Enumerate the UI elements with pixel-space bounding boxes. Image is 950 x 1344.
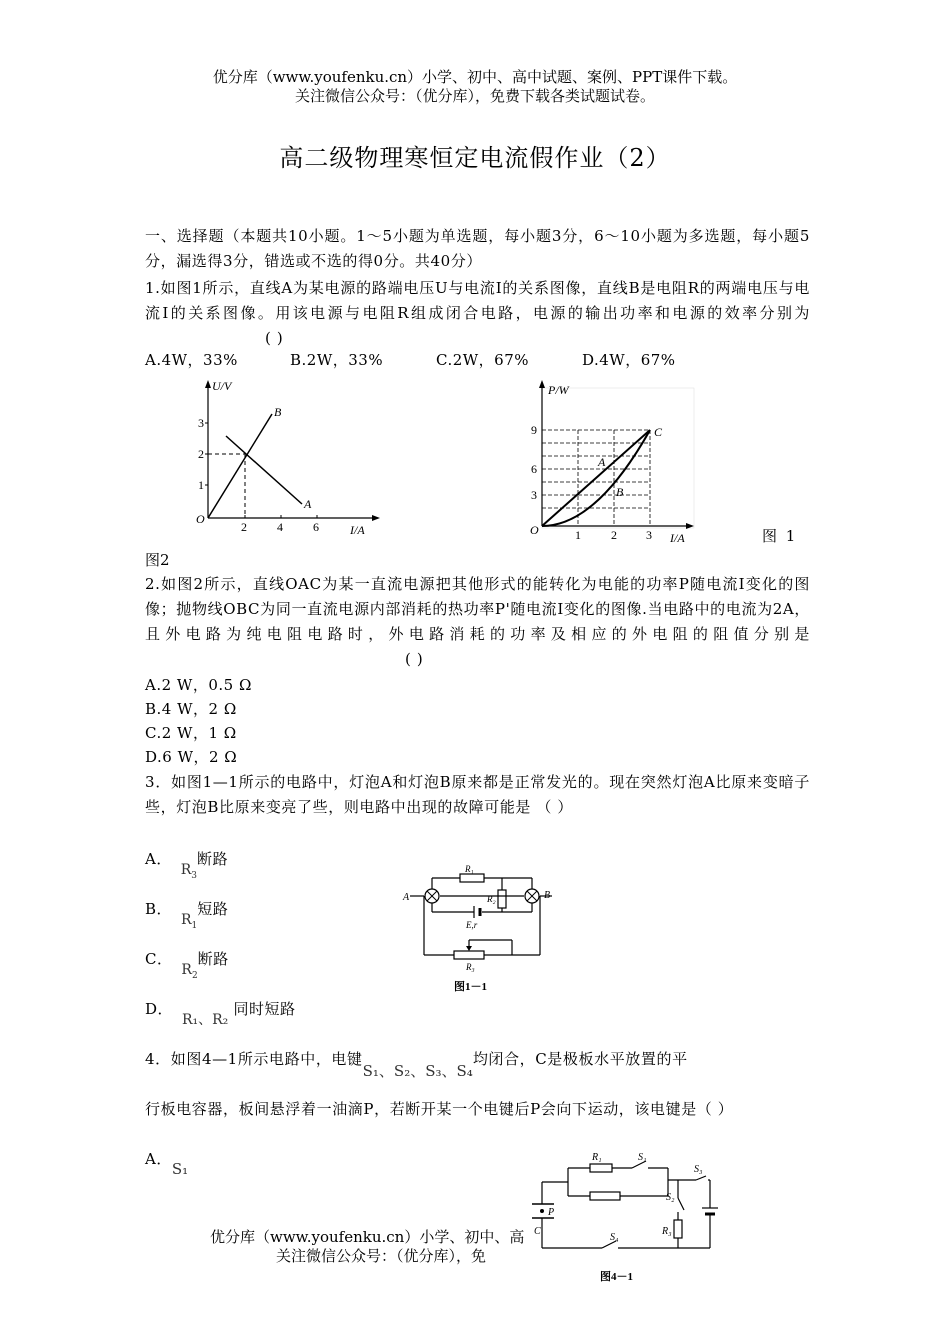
svg-text:S₂: S₂ [666,1192,675,1203]
x-tick: 1 [575,528,581,542]
question-1-text: 1.如图1所示，直线A为某电源的路端电压U与电流I的关系图像，直线B是电阻R的两端电压与电流I的关系图像。用该电源与电阻R组成闭合电路，电源的输出功率和电源的效率分别为( ) [145,279,810,347]
point-c-label: C [654,425,663,439]
x-tick: 4 [277,520,283,534]
page-title: 高二级物理寒恒定电流假作业（2） [279,144,671,172]
question-2-text: 2.如图2所示，直线OAC为某一直流电源把其他形式的能转化为电能的功率P随电流I变化的图像；抛物线OBC为同一直流电源内部消耗的热功率P'随电流I变化的图像.当电路中的电流为2A，且外电路为纯电阻电路时，外电路消耗的功率及相应的外电阻的阻值分别是( ) [145,575,810,668]
q1-option-c: C.2W，67% [436,351,530,369]
curve-a-label: A [598,455,606,469]
y-tick: 2 [198,447,204,461]
line-b [208,414,272,518]
lamp-a-icon [425,889,439,903]
svg-text:S₄: S₄ [610,1232,619,1243]
svg-text:S₁: S₁ [638,1152,647,1163]
figure-2-caption: 图2 [145,551,170,569]
q2-option-a: A.2 W，0.5 Ω [145,676,252,694]
figure-4-1-circuit [528,1148,728,1286]
y-tick: 1 [198,478,204,492]
q3-option-a: A． $R_3$断路 [145,850,229,881]
q1-option-a: A.4W，33% [145,351,238,369]
x-tick: 2 [241,520,247,534]
line-b-label: B [274,405,282,419]
q1-option-d: D.4W，67% [582,351,676,369]
x-axis-label: I/A [350,523,365,537]
header-line-2: 关注微信公众号：（优分库），免费下载各类试题试卷。 [294,87,655,105]
y-axis-label: P/W [548,383,569,397]
svg-text:E,r: E,r [466,920,478,930]
svg-text:R₃: R₃ [662,1226,672,1237]
y-tick: 6 [531,462,537,476]
q2-option-b: B.4 W，2 Ω [145,700,237,718]
y-axis-label: U/V [212,379,232,393]
q2-option-d: D.6 W，2 Ω [145,748,238,766]
svg-text:R₃: R₃ [466,962,475,972]
origin-label: O [530,523,539,537]
question-4-text-line-1: 4．如图4—1所示电路中，电键S₁、S₂、S₃、S₄均闭合，C是极板水平放置的平 [145,1050,688,1080]
y-tick: 9 [531,423,537,437]
question-3-text: 3．如图1—1所示的电路中，灯泡A和灯泡B原来都是正常发光的。现在突然灯泡A比原来变暗子些，灯泡B比原来变亮了些，则电路中出现的故障可能是 （ ） [145,773,810,816]
line-a-label: A [304,497,312,511]
figure-1-ui-graph [190,378,380,538]
svg-text:S₃: S₃ [694,1164,703,1175]
lamp-b-icon [525,889,539,903]
y-tick: 3 [531,488,537,502]
q2-option-c: C.2 W，1 Ω [145,724,237,742]
svg-text:C: C [534,1226,541,1237]
question-4-text-line-2: 行板电容器，板间悬浮着一油滴P，若断开某一个电键后P会向下运动，该电键是（ ） [145,1100,734,1118]
svg-text:R₁: R₁ [592,1152,602,1163]
footer-line-1: 优分库（www.youfenku.cn）小学、初中、高 [210,1228,525,1246]
origin-label: O [196,512,205,526]
figure-1-1-circuit [402,860,562,995]
figure-1-1-caption: 图1－1 [454,981,487,993]
q3-option-b: B． $R_1$短路 [145,900,229,931]
x-axis-label: I/A [670,531,685,545]
x-tick: 2 [611,528,617,542]
figure-4-1-caption: 图4－1 [600,1271,633,1283]
svg-text:R₂: R₂ [487,894,496,904]
q1-option-b: B.2W，33% [290,351,384,369]
svg-text:R₁: R₁ [465,864,474,874]
header-line-1: 优分库（www.youfenku.cn）小学、初中、高中试题、案例、PPT课件下载。 [212,68,738,86]
q3-option-d: D． R₁、R₂ 同时短路 [145,1000,296,1028]
y-tick: 3 [198,416,204,430]
curve-b-label: B [616,485,624,499]
x-tick: 3 [646,528,652,542]
footer-line-2: 关注微信公众号：（优分库），免 [276,1247,487,1265]
q4-option-a: A．S₁ [145,1150,189,1178]
section-heading: 一、选择题（本题共10小题。1～5小题为单选题，每小题3分，6～10小题为多选题，每小题5分，漏选得3分，错选或不选的得0分。共40分） [145,227,810,270]
x-tick: 6 [313,520,319,534]
figure-2-pi-graph [528,376,698,548]
svg-text:B: B [544,890,551,901]
svg-text:P: P [548,1207,555,1218]
oil-drop-icon [540,1209,544,1213]
figure-1-caption: 图 1 [762,527,798,545]
svg-text:A: A [403,892,410,903]
q3-option-c: C． $R_2$断路 [145,950,229,981]
